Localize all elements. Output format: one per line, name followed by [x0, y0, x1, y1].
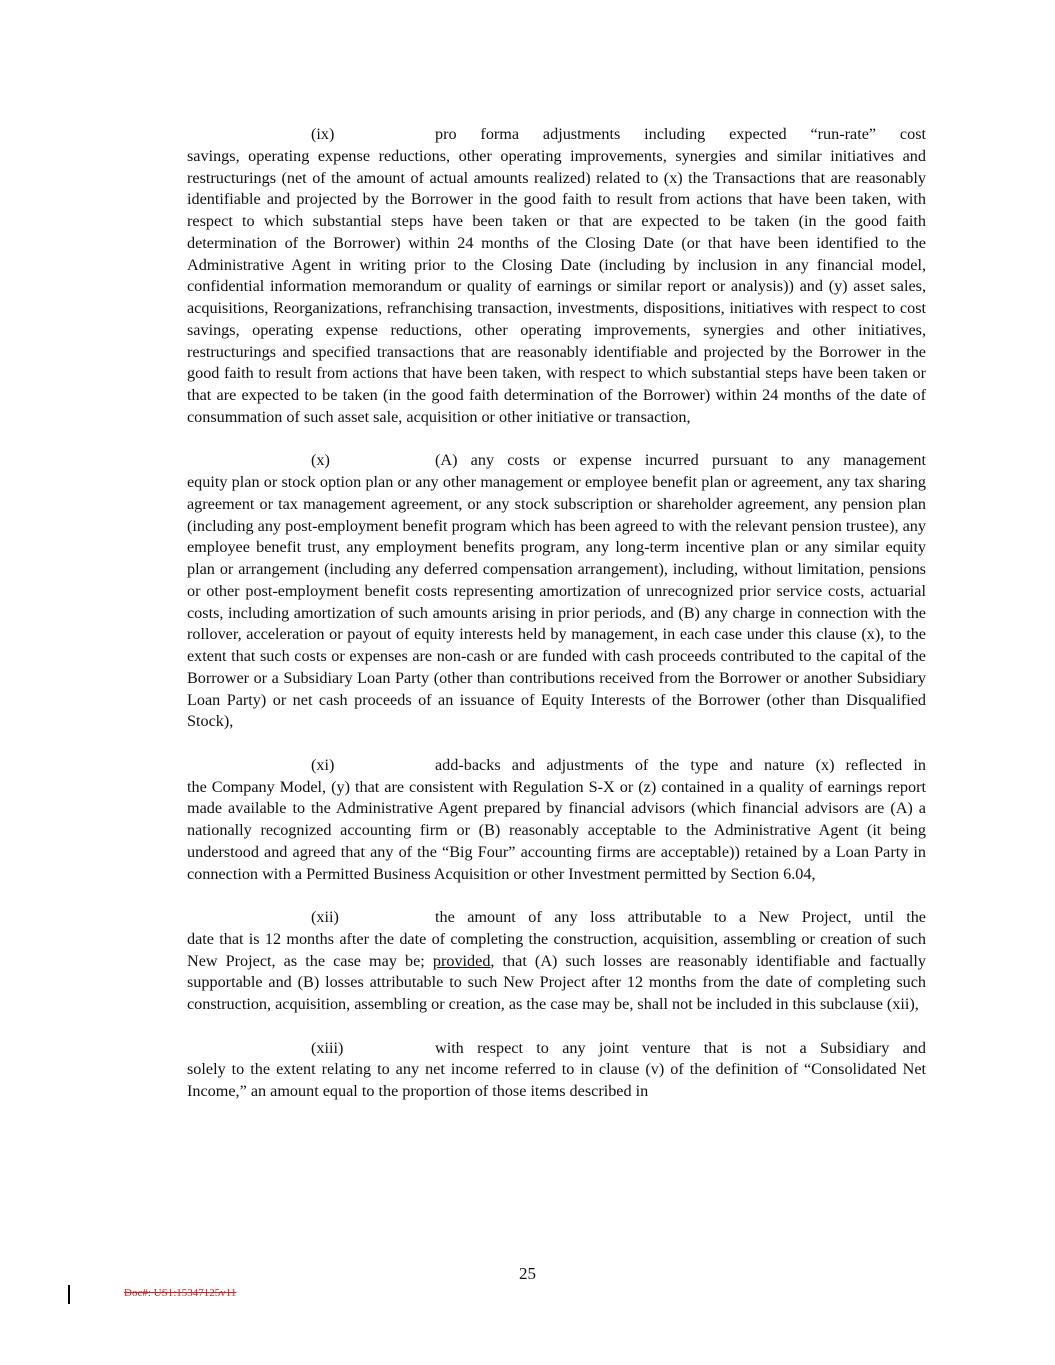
clause-text: the Company Model, (y) that are consistent with Regulation S-X or (z) contained in a quality of earnings report made available to the Administrative Agent prepared by financial advisors (which financial advisors are (A) a nationally recognized accounting firm or (B) reasonably acceptable to the Administrative Agent (it being understood and agreed that any of the “Big Four” accounting firms are acceptable)) retained by a Loan Party in connection with a Permitted Business Acquisition or other Investment permitted by Section 6.04, — [187, 777, 926, 883]
provided-term: provided — [432, 951, 491, 970]
page-number: 25 — [519, 1264, 536, 1283]
clause-text: savings, operating expense reductions, other operating improvements, synergies and similar initiatives and restructurings (net of the amount of actual amounts realized) related to (x) the Transactions that are reasonably identifiable and projected by the Borrower in the good faith to result from actions that have been taken, with respect to which substantial steps have been taken or that are expected to be taken (in the good faith determination of the Borrower) within 24 months of the Closing Date (or that have been identified to the Administrative Agent in writing prior to the Closing Date (including by inclusion in any financial model, confidential information memorandum or quality of earnings or similar report or analysis)) and (y) asset sales, acquisitions, Reorganizations, refranchising transaction, investments, dispositions, initiatives with respect to cost savings, operating expense reductions, other operating improvements, synergies and other initiatives, restructurings and specified transactions that are reasonably identifiable and projected by the Borrower in the good faith to result from actions that have been taken, with respect to which substantial steps have been taken or that are expected to be taken (in the good faith determination of the Borrower) within 24 months of the date of consummation of such asset sale, acquisition or other initiative or transaction, — [187, 146, 926, 426]
document-body — [187, 124, 926, 1125]
clause-number: (ix) — [311, 125, 335, 143]
clause-number: (xii) — [311, 908, 339, 926]
clause-xii — [187, 907, 926, 1016]
clause-xiii — [187, 1038, 926, 1103]
clause-first-line: the amount of any loss attributable to a New Project, until the — [435, 908, 926, 926]
clause-first-line: pro forma adjustments including expected “run-rate” cost — [435, 125, 926, 143]
document-id: Doc#: US1:15347125v11 — [124, 1287, 237, 1299]
clause-ix — [187, 124, 926, 429]
clause-text-part: , that (A) such losses are reasonably identifiable and factually supportable and (B) losses attributable to such New Project after 12 months from the date of completing such construction, acquisition, assembling or creation, as the case may be, shall not be included in this subclause (xii), — [187, 951, 926, 1013]
clause-number: (x) — [311, 451, 330, 470]
clause-xi — [187, 755, 926, 886]
clause-first-line: (A) any costs or expense incurred pursuant to any management — [435, 451, 926, 470]
clause-first-line: with respect to any joint venture that is not a Subsidiary and — [435, 1038, 926, 1057]
revision-bar — [68, 1285, 70, 1304]
clause-first-line: add-backs and adjustments of the type and nature (x) reflected in — [435, 755, 926, 774]
clause-text — [187, 929, 926, 1016]
clause-text: solely to the extent relating to any net income referred to in clause (v) of the definition of “Consolidated Net Income,” an amount equal to the proportion of those items described in — [187, 1060, 926, 1100]
clause-x — [187, 450, 926, 733]
clause-number: (xiii) — [311, 1038, 344, 1057]
clause-text-part: date that is 12 months after the date of completing the construction, acquisition, assembling or creation of such New Project, as the case may be; — [187, 929, 926, 970]
clause-text: equity plan or stock option plan or any other management or employee benefit plan or agreement, any tax sharing agreement or tax management agreement, or any stock subscription or shareholder agreement, any pension plan (including any post-employment benefit program which has been agreed to with the relevant pension trustee), any employee benefit trust, any employment benefits program, any long-term incentive plan or any similar equity plan or arrangement (including any deferred compensation arrangement), including, without limitation, pensions or other post-employment benefit costs representing amortization of unrecognized prior service costs, actuarial costs, including amortization of such amounts arising in prior periods, and (B) any charge in connection with the rollover, acceleration or payout of equity interests held by management, in each case under this clause (x), to the extent that such costs or expenses are non-cash or are funded with cash proceeds contributed to the capital of the Borrower or a Subsidiary Loan Party (other than contributions received from the Borrower or another Subsidiary Loan Party) or net cash proceeds of an issuance of Equity Interests of the Borrower (other than Disqualified Stock), — [187, 473, 926, 731]
clause-number: (xi) — [311, 755, 335, 774]
